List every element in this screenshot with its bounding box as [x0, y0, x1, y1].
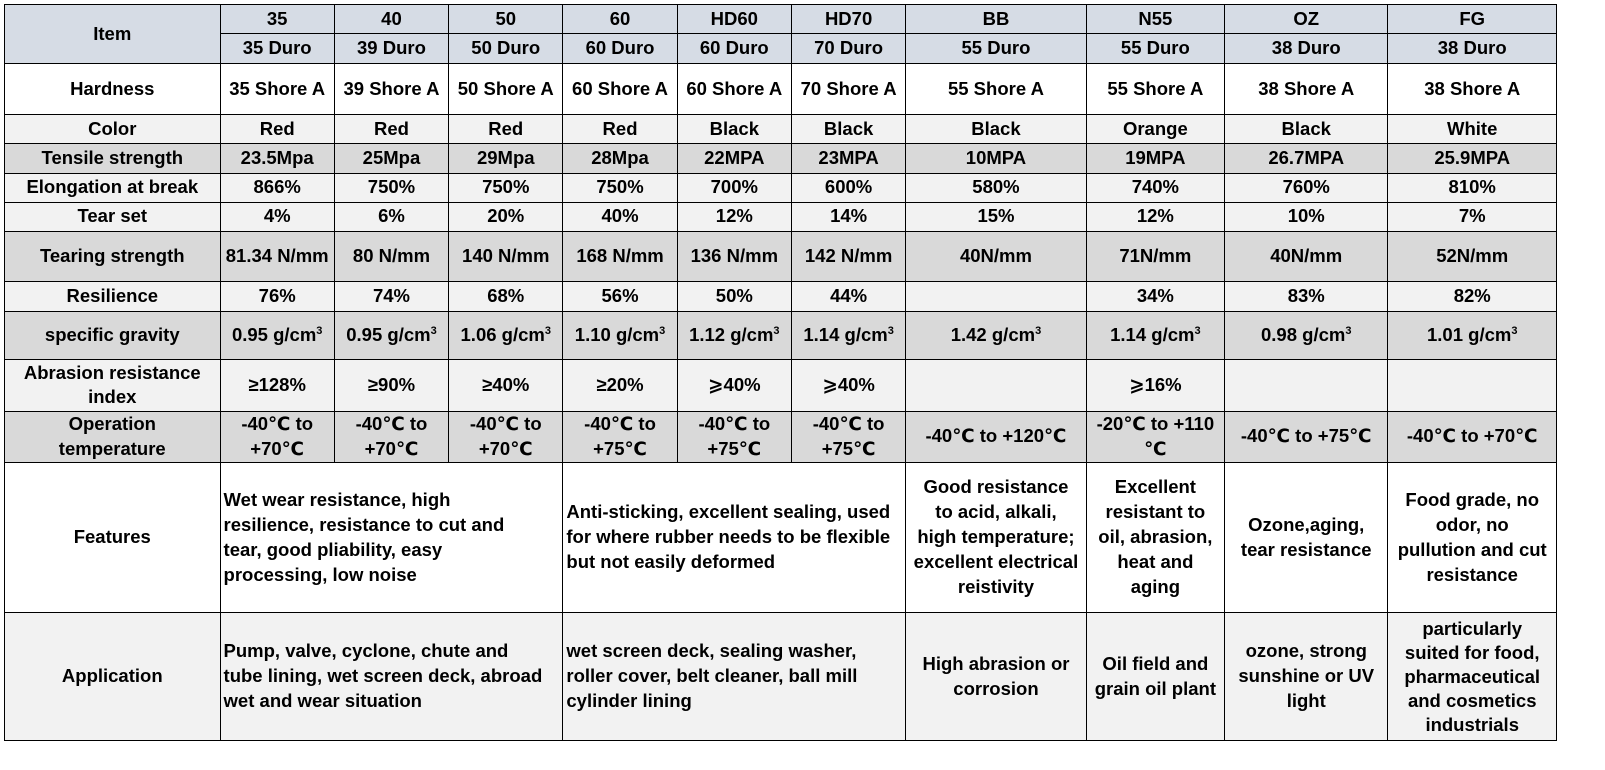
column-duro: 70 Duro: [791, 34, 905, 64]
tensile-row: [5, 143, 1557, 173]
table-cell: Red: [334, 115, 448, 143]
table-cell: [906, 282, 1086, 312]
table-cell: 50 Shore A: [449, 64, 563, 115]
application-fg: particularly suited for food, pharmaceutical and cosmetics industrials: [1388, 613, 1557, 741]
table-cell: 10MPA: [906, 143, 1086, 173]
table-cell: 20%: [449, 202, 563, 231]
table-cell: 1.01 $g/cm^3$: [1388, 312, 1557, 360]
material-properties-table: [4, 4, 1557, 741]
column-code: HD60: [677, 5, 791, 34]
row-label: Abrasion resistance index: [5, 360, 221, 411]
table-cell: 7%: [1388, 202, 1557, 231]
table-cell: 40N/mm: [1225, 231, 1388, 281]
row-label: Color: [5, 115, 221, 143]
table-cell: 25.9MPA: [1388, 143, 1557, 173]
table-cell: 39 Shore A: [334, 64, 448, 115]
table-cell: 26.7MPA: [1225, 143, 1388, 173]
table-cell: ≥128%: [220, 360, 334, 411]
table-cell: 1.10 $g/cm^3$: [563, 312, 677, 360]
features-fg: Food grade, no odor, no pullution and cut resistance: [1388, 462, 1557, 613]
table-cell: Black: [677, 115, 791, 143]
specific-gravity-row: [5, 312, 1557, 360]
table-cell: 52N/mm: [1388, 231, 1557, 281]
table-cell: 23MPA: [791, 143, 905, 173]
column-duro: 55 Duro: [1086, 34, 1224, 64]
table-cell: 750%: [563, 173, 677, 202]
table-cell: Red: [220, 115, 334, 143]
table-cell: [1388, 360, 1557, 411]
header-duro-row: [5, 34, 1557, 64]
elongation-row: [5, 173, 1557, 202]
table-cell: 44%: [791, 282, 905, 312]
column-duro: 38 Duro: [1225, 34, 1388, 64]
table-cell: 580%: [906, 173, 1086, 202]
table-cell: 76%: [220, 282, 334, 312]
table-cell: 34%: [1086, 282, 1224, 312]
row-label: Tear set: [5, 202, 221, 231]
column-code: 35: [220, 5, 334, 34]
application-group-2: wet screen deck, sealing washer, roller cover, belt cleaner, ball mill cylinder lining: [563, 613, 906, 741]
table-cell: 0.95 $g/cm^3$: [220, 312, 334, 360]
table-cell: 29Mpa: [449, 143, 563, 173]
column-code: 50: [449, 5, 563, 34]
table-cell: -40℃ to +70℃: [449, 411, 563, 462]
application-bb: High abrasion or corrosion: [906, 613, 1086, 741]
table-cell: 55 Shore A: [1086, 64, 1224, 115]
table-cell: -40℃ to +120℃: [906, 411, 1086, 462]
table-cell: 74%: [334, 282, 448, 312]
table-cell: 25Mpa: [334, 143, 448, 173]
table-cell: 4%: [220, 202, 334, 231]
table-cell: 750%: [334, 173, 448, 202]
temperature-row: [5, 411, 1557, 462]
table-cell: 0.98 $g/cm^3$: [1225, 312, 1388, 360]
table-cell: 56%: [563, 282, 677, 312]
table-cell: White: [1388, 115, 1557, 143]
table-cell: 23.5Mpa: [220, 143, 334, 173]
table-cell: 0.95 $g/cm^3$: [334, 312, 448, 360]
table-cell: 168 N/mm: [563, 231, 677, 281]
table-cell: ⩾40%: [677, 360, 791, 411]
table-cell: [906, 360, 1086, 411]
table-cell: 140 N/mm: [449, 231, 563, 281]
table-cell: Orange: [1086, 115, 1224, 143]
table-cell: 38 Shore A: [1225, 64, 1388, 115]
row-label: Operation temperature: [5, 411, 221, 462]
table-cell: Black: [1225, 115, 1388, 143]
application-n55: Oil field and grain oil plant: [1086, 613, 1224, 741]
row-label: Tensile strength: [5, 143, 221, 173]
tear-set-row: [5, 202, 1557, 231]
column-code: N55: [1086, 5, 1224, 34]
table-cell: 700%: [677, 173, 791, 202]
table-cell: 80 N/mm: [334, 231, 448, 281]
column-duro: 60 Duro: [677, 34, 791, 64]
features-n55: Excellent resistant to oil, abrasion, heat and aging: [1086, 462, 1224, 613]
table-cell: 81.34 N/mm: [220, 231, 334, 281]
column-duro: 55 Duro: [906, 34, 1086, 64]
table-cell: 6%: [334, 202, 448, 231]
table-cell: ≥20%: [563, 360, 677, 411]
color-row: [5, 115, 1557, 143]
features-bb: Good resistance to acid, alkali, high temperature; excellent electrical reistivity: [906, 462, 1086, 613]
row-label: Tearing strength: [5, 231, 221, 281]
column-code: BB: [906, 5, 1086, 34]
table-cell: ≥90%: [334, 360, 448, 411]
table-cell: 1.42 $g/cm^3$: [906, 312, 1086, 360]
application-row: [5, 613, 1557, 741]
table-cell: -40℃ to +75℃: [791, 411, 905, 462]
table-cell: 60 Shore A: [563, 64, 677, 115]
column-code: 40: [334, 5, 448, 34]
table-cell: ⩾16%: [1086, 360, 1224, 411]
table-cell: 83%: [1225, 282, 1388, 312]
table-cell: 55 Shore A: [906, 64, 1086, 115]
table-cell: 1.14 $g/cm^3$: [791, 312, 905, 360]
column-duro: 50 Duro: [449, 34, 563, 64]
table-cell: 1.12 $g/cm^3$: [677, 312, 791, 360]
column-code: 60: [563, 5, 677, 34]
column-duro: 60 Duro: [563, 34, 677, 64]
table-cell: 1.06 $g/cm^3$: [449, 312, 563, 360]
row-label: Resilience: [5, 282, 221, 312]
table-cell: -40℃ to +75℃: [1225, 411, 1388, 462]
table-cell: 760%: [1225, 173, 1388, 202]
table-cell: 12%: [677, 202, 791, 231]
table-cell: -40℃ to +70℃: [334, 411, 448, 462]
features-group-1: Wet wear resistance, high resilience, resistance to cut and tear, good pliability, easy processing, low noise: [220, 462, 563, 613]
row-label: Hardness: [5, 64, 221, 115]
table-cell: 142 N/mm: [791, 231, 905, 281]
table-cell: 740%: [1086, 173, 1224, 202]
table-cell: -40℃ to +75℃: [563, 411, 677, 462]
table-cell: 750%: [449, 173, 563, 202]
table-cell: 40N/mm: [906, 231, 1086, 281]
item-header: Item: [5, 5, 221, 64]
table-cell: 50%: [677, 282, 791, 312]
header-code-row: [5, 5, 1557, 34]
table-cell: 12%: [1086, 202, 1224, 231]
table-cell: 810%: [1388, 173, 1557, 202]
table-cell: ⩾40%: [791, 360, 905, 411]
table-cell: 68%: [449, 282, 563, 312]
table-cell: 19MPA: [1086, 143, 1224, 173]
table-cell: 82%: [1388, 282, 1557, 312]
table-cell: -40℃ to +70℃: [1388, 411, 1557, 462]
hardness-row: [5, 64, 1557, 115]
column-duro: 38 Duro: [1388, 34, 1557, 64]
table-cell: [1225, 360, 1388, 411]
row-label: Application: [5, 613, 221, 741]
column-duro: 35 Duro: [220, 34, 334, 64]
table-cell: 600%: [791, 173, 905, 202]
table-cell: 38 Shore A: [1388, 64, 1557, 115]
table-cell: -40℃ to +70℃: [220, 411, 334, 462]
abrasion-row: [5, 360, 1557, 411]
features-row: [5, 462, 1557, 613]
table-cell: ≥40%: [449, 360, 563, 411]
table-cell: 28Mpa: [563, 143, 677, 173]
table-cell: 22MPA: [677, 143, 791, 173]
features-group-2: Anti-sticking, excellent sealing, used for where rubber needs to be flexible but not easily deformed: [563, 462, 906, 613]
column-code: OZ: [1225, 5, 1388, 34]
table-cell: 14%: [791, 202, 905, 231]
table-cell: 15%: [906, 202, 1086, 231]
tearing-strength-row: [5, 231, 1557, 281]
table-cell: 60 Shore A: [677, 64, 791, 115]
application-oz: ozone, strong sunshine or UV light: [1225, 613, 1388, 741]
resilience-row: [5, 282, 1557, 312]
table-cell: Red: [449, 115, 563, 143]
row-label: specific gravity: [5, 312, 221, 360]
table-cell: Black: [906, 115, 1086, 143]
table-cell: 10%: [1225, 202, 1388, 231]
column-code: HD70: [791, 5, 905, 34]
table-cell: 71N/mm: [1086, 231, 1224, 281]
table-cell: 40%: [563, 202, 677, 231]
table-cell: -40℃ to +75℃: [677, 411, 791, 462]
table-cell: 1.14 $g/cm^3$: [1086, 312, 1224, 360]
table-cell: 136 N/mm: [677, 231, 791, 281]
column-code: FG: [1388, 5, 1557, 34]
column-duro: 39 Duro: [334, 34, 448, 64]
table-cell: 70 Shore A: [791, 64, 905, 115]
row-label: Elongation at break: [5, 173, 221, 202]
table-cell: Black: [791, 115, 905, 143]
table-cell: -20℃ to +110 ℃: [1086, 411, 1224, 462]
table-cell: 866%: [220, 173, 334, 202]
application-group-1: Pump, valve, cyclone, chute and tube lining, wet screen deck, abroad wet and wear situation: [220, 613, 563, 741]
features-oz: Ozone,aging, tear resistance: [1225, 462, 1388, 613]
table-cell: Red: [563, 115, 677, 143]
table-cell: 35 Shore A: [220, 64, 334, 115]
row-label: Features: [5, 462, 221, 613]
